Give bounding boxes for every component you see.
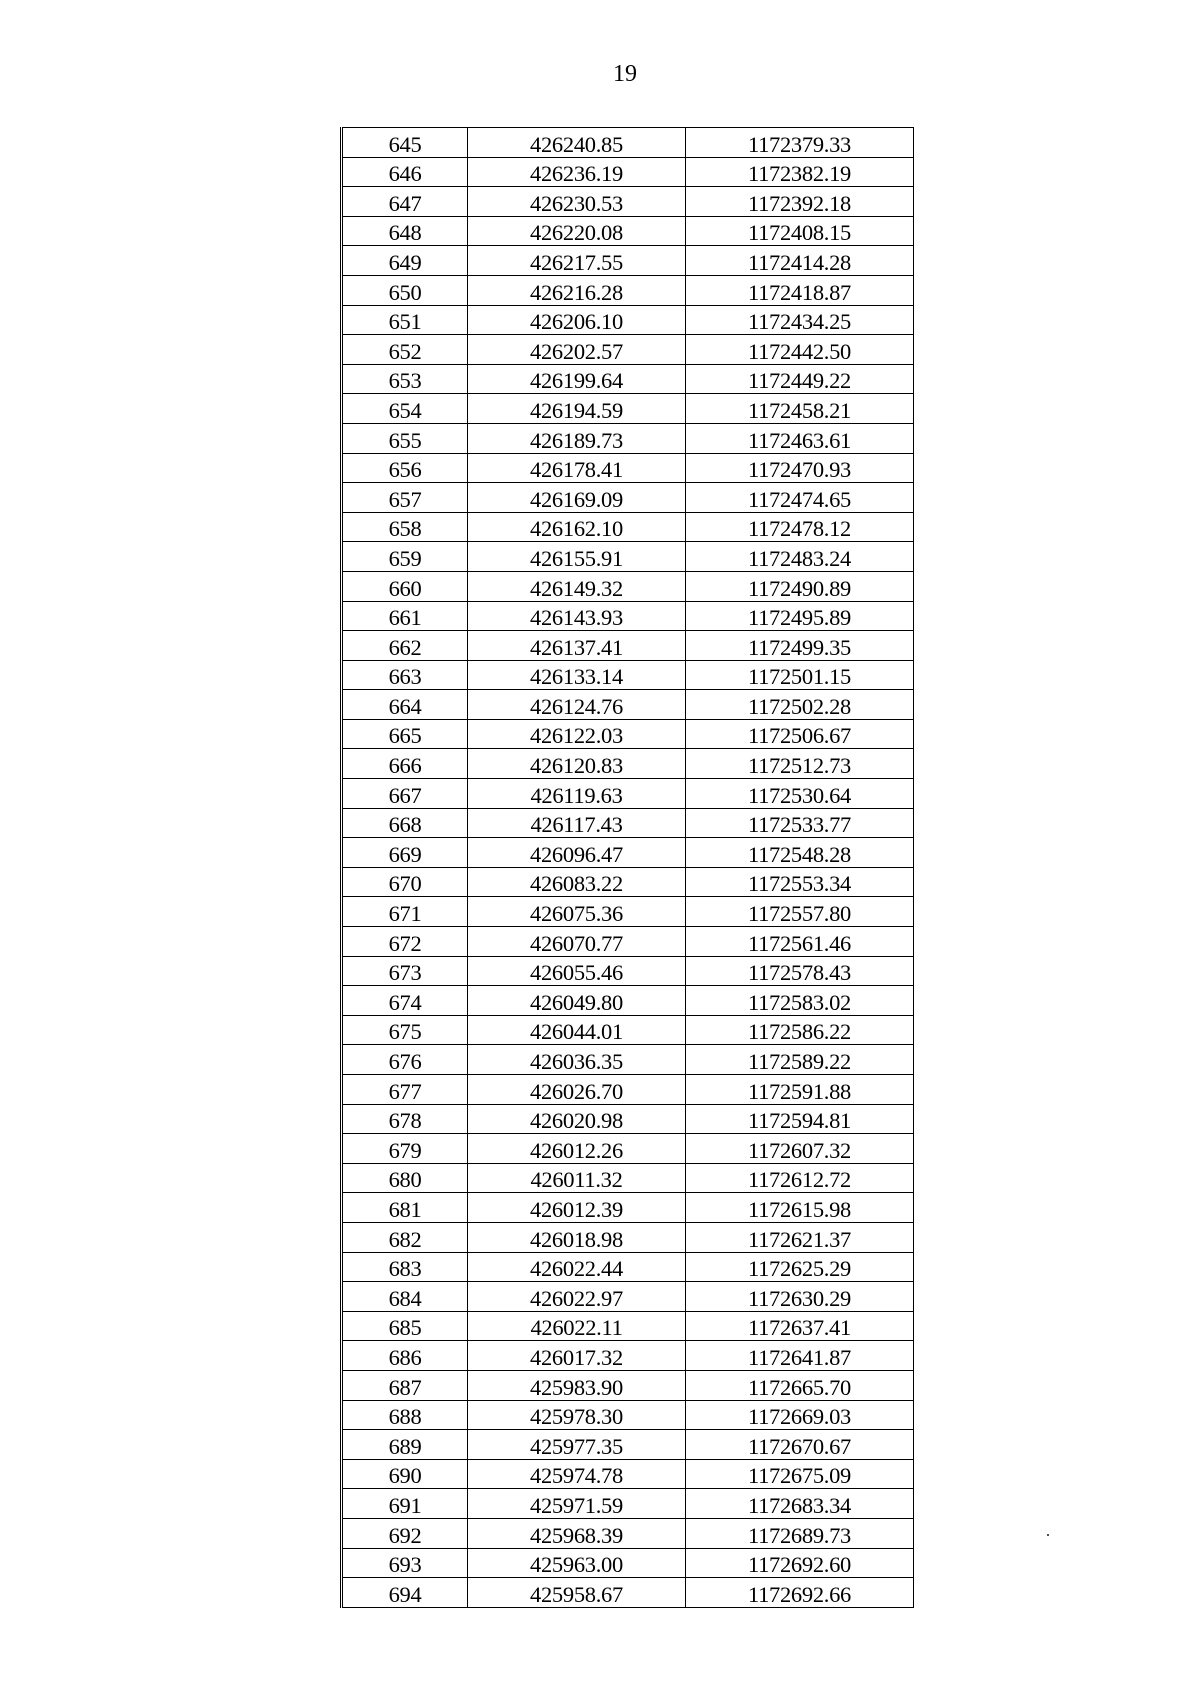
point-number-cell: 661 [342,601,468,631]
point-number-cell: 687 [342,1370,468,1400]
x-coordinate-cell: 426240.85 [468,128,686,158]
point-number-cell: 667 [342,779,468,809]
point-number-cell: 669 [342,838,468,868]
x-coordinate-cell: 425958.67 [468,1578,686,1608]
x-coordinate-cell: 426122.03 [468,719,686,749]
table-row [342,246,914,276]
table-row [342,1518,914,1548]
table-row [342,956,914,986]
point-number-cell: 672 [342,927,468,957]
table-row [342,1252,914,1282]
x-coordinate-cell: 426044.01 [468,1015,686,1045]
table-row [342,1193,914,1223]
table-row [342,483,914,513]
x-coordinate-cell: 426199.64 [468,364,686,394]
table-row [342,1341,914,1371]
table-row [342,216,914,246]
y-coordinate-cell: 1172478.12 [686,512,914,542]
y-coordinate-cell: 1172512.73 [686,749,914,779]
y-coordinate-cell: 1172483.24 [686,542,914,572]
y-coordinate-cell: 1172692.60 [686,1548,914,1578]
table-row [342,1045,914,1075]
table-row [342,1163,914,1193]
point-number-cell: 692 [342,1518,468,1548]
x-coordinate-cell: 425968.39 [468,1518,686,1548]
y-coordinate-cell: 1172689.73 [686,1518,914,1548]
table-row [342,1430,914,1460]
y-coordinate-cell: 1172607.32 [686,1134,914,1164]
point-number-cell: 662 [342,631,468,661]
x-coordinate-cell: 426022.44 [468,1252,686,1282]
x-coordinate-cell: 426117.43 [468,808,686,838]
y-coordinate-cell: 1172501.15 [686,660,914,690]
table-row [342,660,914,690]
x-coordinate-cell: 426189.73 [468,423,686,453]
y-coordinate-cell: 1172630.29 [686,1282,914,1312]
table-row [342,808,914,838]
y-coordinate-cell: 1172379.33 [686,128,914,158]
point-number-cell: 685 [342,1311,468,1341]
table-row [342,1489,914,1519]
y-coordinate-cell: 1172490.89 [686,571,914,601]
point-number-cell: 650 [342,275,468,305]
y-coordinate-cell: 1172382.19 [686,157,914,187]
point-number-cell: 693 [342,1548,468,1578]
table-row [342,749,914,779]
x-coordinate-cell: 426230.53 [468,187,686,217]
point-number-cell: 674 [342,986,468,1016]
y-coordinate-cell: 1172408.15 [686,216,914,246]
x-coordinate-cell: 425978.30 [468,1400,686,1430]
point-number-cell: 684 [342,1282,468,1312]
x-coordinate-cell: 426096.47 [468,838,686,868]
table-row [342,305,914,335]
table-row [342,335,914,365]
table-row [342,897,914,927]
table-row [342,512,914,542]
point-number-cell: 655 [342,423,468,453]
point-number-cell: 649 [342,246,468,276]
table-row [342,1578,914,1608]
y-coordinate-cell: 1172615.98 [686,1193,914,1223]
y-coordinate-cell: 1172692.66 [686,1578,914,1608]
point-number-cell: 688 [342,1400,468,1430]
point-number-cell: 652 [342,335,468,365]
x-coordinate-cell: 426202.57 [468,335,686,365]
x-coordinate-cell: 425971.59 [468,1489,686,1519]
point-number-cell: 676 [342,1045,468,1075]
y-coordinate-cell: 1172665.70 [686,1370,914,1400]
y-coordinate-cell: 1172641.87 [686,1341,914,1371]
x-coordinate-cell: 426119.63 [468,779,686,809]
y-coordinate-cell: 1172669.03 [686,1400,914,1430]
y-coordinate-cell: 1172675.09 [686,1459,914,1489]
point-number-cell: 683 [342,1252,468,1282]
y-coordinate-cell: 1172434.25 [686,305,914,335]
x-coordinate-cell: 426049.80 [468,986,686,1016]
point-number-cell: 653 [342,364,468,394]
y-coordinate-cell: 1172591.88 [686,1075,914,1105]
x-coordinate-cell: 426083.22 [468,867,686,897]
table-row [342,690,914,720]
x-coordinate-cell: 426149.32 [468,571,686,601]
x-coordinate-cell: 426217.55 [468,246,686,276]
x-coordinate-cell: 426206.10 [468,305,686,335]
y-coordinate-cell: 1172533.77 [686,808,914,838]
y-coordinate-cell: 1172499.35 [686,631,914,661]
y-coordinate-cell: 1172670.67 [686,1430,914,1460]
point-number-cell: 668 [342,808,468,838]
x-coordinate-cell: 426070.77 [468,927,686,957]
table-row [342,394,914,424]
point-number-cell: 645 [342,128,468,158]
point-number-cell: 673 [342,956,468,986]
x-coordinate-cell: 426020.98 [468,1104,686,1134]
table-row [342,1282,914,1312]
y-coordinate-cell: 1172586.22 [686,1015,914,1045]
y-coordinate-cell: 1172553.34 [686,867,914,897]
x-coordinate-cell: 426133.14 [468,660,686,690]
y-coordinate-cell: 1172637.41 [686,1311,914,1341]
table-row [342,1104,914,1134]
x-coordinate-cell: 426143.93 [468,601,686,631]
y-coordinate-cell: 1172418.87 [686,275,914,305]
table-row [342,986,914,1016]
point-number-cell: 646 [342,157,468,187]
x-coordinate-cell: 426022.11 [468,1311,686,1341]
y-coordinate-cell: 1172530.64 [686,779,914,809]
x-coordinate-cell: 426018.98 [468,1222,686,1252]
point-number-cell: 691 [342,1489,468,1519]
x-coordinate-cell: 426178.41 [468,453,686,483]
table-row [342,1311,914,1341]
x-coordinate-cell: 426075.36 [468,897,686,927]
table-row [342,1400,914,1430]
point-number-cell: 651 [342,305,468,335]
point-number-cell: 665 [342,719,468,749]
point-number-cell: 677 [342,1075,468,1105]
x-coordinate-cell: 425963.00 [468,1548,686,1578]
table-row [342,927,914,957]
table-row [342,631,914,661]
point-number-cell: 681 [342,1193,468,1223]
coordinates-table [340,127,914,1608]
y-coordinate-cell: 1172470.93 [686,453,914,483]
x-coordinate-cell: 426162.10 [468,512,686,542]
x-coordinate-cell: 426155.91 [468,542,686,572]
table-row [342,275,914,305]
y-coordinate-cell: 1172442.50 [686,335,914,365]
y-coordinate-cell: 1172589.22 [686,1045,914,1075]
y-coordinate-cell: 1172548.28 [686,838,914,868]
y-coordinate-cell: 1172502.28 [686,690,914,720]
table-row [342,1015,914,1045]
point-number-cell: 675 [342,1015,468,1045]
table-row [342,1459,914,1489]
y-coordinate-cell: 1172683.34 [686,1489,914,1519]
y-coordinate-cell: 1172594.81 [686,1104,914,1134]
point-number-cell: 654 [342,394,468,424]
point-number-cell: 647 [342,187,468,217]
point-number-cell: 689 [342,1430,468,1460]
x-coordinate-cell: 425977.35 [468,1430,686,1460]
point-number-cell: 679 [342,1134,468,1164]
x-coordinate-cell: 426137.41 [468,631,686,661]
table-row [342,1134,914,1164]
x-coordinate-cell: 426036.35 [468,1045,686,1075]
x-coordinate-cell: 426012.39 [468,1193,686,1223]
point-number-cell: 680 [342,1163,468,1193]
point-number-cell: 682 [342,1222,468,1252]
point-number-cell: 657 [342,483,468,513]
y-coordinate-cell: 1172449.22 [686,364,914,394]
x-coordinate-cell: 426011.32 [468,1163,686,1193]
table-row [342,453,914,483]
y-coordinate-cell: 1172583.02 [686,986,914,1016]
table-row [342,1548,914,1578]
table-row [342,1370,914,1400]
y-coordinate-cell: 1172392.18 [686,187,914,217]
y-coordinate-cell: 1172458.21 [686,394,914,424]
x-coordinate-cell: 426169.09 [468,483,686,513]
x-coordinate-cell: 426124.76 [468,690,686,720]
table-row [342,779,914,809]
point-number-cell: 663 [342,660,468,690]
table-row [342,838,914,868]
table-row [342,542,914,572]
table-row [342,187,914,217]
point-number-cell: 660 [342,571,468,601]
x-coordinate-cell: 426216.28 [468,275,686,305]
x-coordinate-cell: 426017.32 [468,1341,686,1371]
y-coordinate-cell: 1172463.61 [686,423,914,453]
x-coordinate-cell: 426012.26 [468,1134,686,1164]
point-number-cell: 678 [342,1104,468,1134]
point-number-cell: 648 [342,216,468,246]
table-row [342,364,914,394]
table-row [342,601,914,631]
table-row [342,423,914,453]
point-number-cell: 670 [342,867,468,897]
table-row [342,1075,914,1105]
x-coordinate-cell: 426055.46 [468,956,686,986]
y-coordinate-cell: 1172506.67 [686,719,914,749]
y-coordinate-cell: 1172495.89 [686,601,914,631]
table-row [342,128,914,158]
y-coordinate-cell: 1172578.43 [686,956,914,986]
point-number-cell: 690 [342,1459,468,1489]
y-coordinate-cell: 1172474.65 [686,483,914,513]
y-coordinate-cell: 1172625.29 [686,1252,914,1282]
table-row [342,157,914,187]
point-number-cell: 694 [342,1578,468,1608]
point-number-cell: 658 [342,512,468,542]
point-number-cell: 656 [342,453,468,483]
point-number-cell: 686 [342,1341,468,1371]
y-coordinate-cell: 1172557.80 [686,897,914,927]
table-row [342,571,914,601]
point-number-cell: 659 [342,542,468,572]
x-coordinate-cell: 426120.83 [468,749,686,779]
table-row [342,719,914,749]
table-row [342,1222,914,1252]
x-coordinate-cell: 425983.90 [468,1370,686,1400]
point-number-cell: 671 [342,897,468,927]
coordinates-table-body [342,128,914,1608]
scan-speck [1047,1534,1049,1536]
x-coordinate-cell: 426220.08 [468,216,686,246]
page-number: 19 [613,61,637,87]
x-coordinate-cell: 426236.19 [468,157,686,187]
x-coordinate-cell: 426022.97 [468,1282,686,1312]
x-coordinate-cell: 425974.78 [468,1459,686,1489]
point-number-cell: 664 [342,690,468,720]
y-coordinate-cell: 1172612.72 [686,1163,914,1193]
y-coordinate-cell: 1172414.28 [686,246,914,276]
y-coordinate-cell: 1172621.37 [686,1222,914,1252]
x-coordinate-cell: 426194.59 [468,394,686,424]
y-coordinate-cell: 1172561.46 [686,927,914,957]
point-number-cell: 666 [342,749,468,779]
x-coordinate-cell: 426026.70 [468,1075,686,1105]
table-row [342,867,914,897]
